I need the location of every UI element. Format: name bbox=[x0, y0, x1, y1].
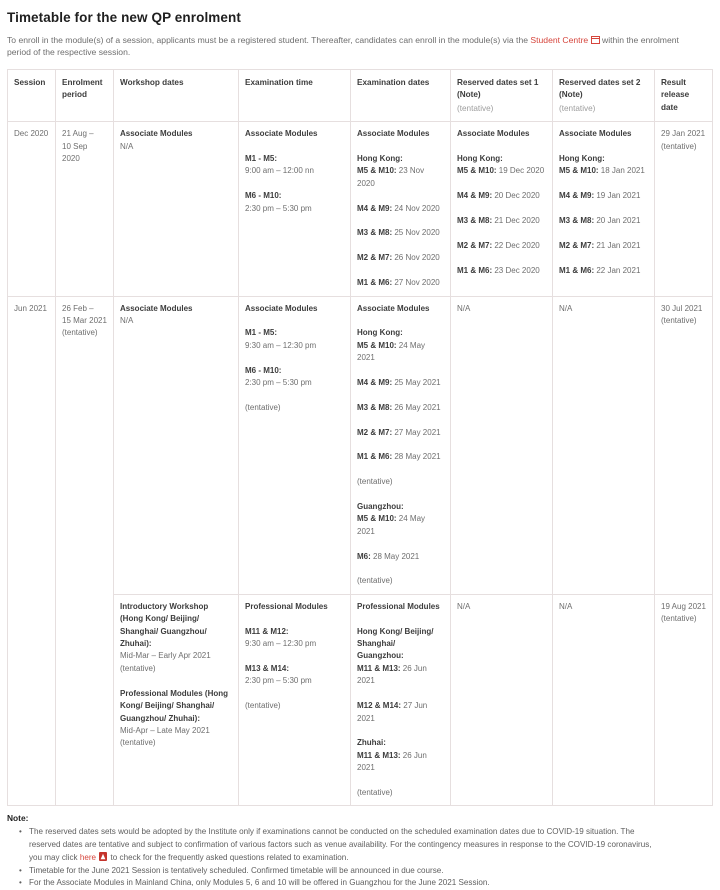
cell-label: M3 & M8: bbox=[357, 402, 393, 412]
cell-examination-dates bbox=[351, 594, 451, 806]
cell-label: M1 & M6: bbox=[357, 452, 393, 462]
enrolment-timetable bbox=[7, 69, 713, 806]
note-item bbox=[19, 877, 712, 890]
cell-value: 2:30 pm – 5:30 pm bbox=[245, 203, 312, 213]
cell-reserved-dates-set-1 bbox=[451, 594, 553, 806]
note-line bbox=[29, 877, 712, 890]
cell-result-release-date bbox=[655, 122, 713, 296]
cell-examination-dates bbox=[351, 122, 451, 296]
cell-label: M2 & M7: bbox=[357, 253, 393, 263]
note-text: you may click bbox=[29, 852, 80, 862]
note-line bbox=[29, 852, 712, 865]
cell-label: M5 & M10: bbox=[357, 340, 397, 350]
note-line bbox=[29, 826, 712, 839]
cell-label: M2 & M7: bbox=[457, 240, 493, 250]
table-row bbox=[8, 296, 713, 594]
cell-value: 25 Nov 2020 bbox=[392, 228, 440, 238]
note-list bbox=[7, 826, 712, 890]
cell-value: (tentative) bbox=[661, 141, 697, 151]
column-header-session bbox=[8, 70, 56, 122]
cell-value: 20 Dec 2020 bbox=[492, 191, 540, 201]
cell-value: (tentative) bbox=[661, 614, 697, 624]
cell-session bbox=[8, 122, 56, 296]
cell-value: N/A bbox=[559, 303, 573, 313]
cell-value: 24 May 2021 bbox=[357, 514, 426, 536]
cell-result-release-date bbox=[655, 296, 713, 594]
cell-reserved-dates-set-2 bbox=[553, 594, 655, 806]
cell-label: M11 & M13: bbox=[357, 663, 401, 673]
cell-value: 21 Jan 2021 bbox=[594, 240, 641, 250]
cell-label: M4 & M9: bbox=[357, 377, 393, 387]
student-centre-link[interactable]: Student Centre bbox=[530, 35, 589, 45]
cell-label: M1 & M6: bbox=[457, 265, 493, 275]
intro-text-before-link: To enroll in the module(s) of a session, applicants must be a registered student. Thereafter, candidates can enroll in the module(s) via the bbox=[7, 35, 531, 45]
table-row bbox=[8, 122, 713, 296]
cell-label: M1 & M6: bbox=[357, 278, 393, 288]
cell-label: Associate Modules bbox=[245, 129, 318, 139]
cell-value: 19 Dec 2020 bbox=[496, 166, 545, 176]
cell-enrolment-period bbox=[56, 296, 114, 806]
column-header-label: Examination dates bbox=[357, 78, 430, 87]
cell-value: (tentative) bbox=[357, 477, 393, 487]
note-item bbox=[19, 865, 712, 878]
column-header-result-release-date bbox=[655, 70, 713, 122]
cell-value: 9:30 am – 12:30 pm bbox=[245, 340, 317, 350]
table-row bbox=[8, 594, 713, 806]
cell-workshop-dates bbox=[114, 122, 239, 296]
cell-value: (tentative) bbox=[245, 402, 281, 412]
cell-label: M3 & M8: bbox=[357, 228, 393, 238]
cell-value: 2:30 pm – 5:30 pm bbox=[245, 377, 312, 387]
table-header bbox=[8, 70, 713, 122]
cell-label: M3 & M8: bbox=[457, 216, 493, 226]
cell-value: 27 Jun 2021 bbox=[357, 701, 428, 723]
cell-value: 25 May 2021 bbox=[392, 377, 441, 387]
cell-label: Hong Kong/ Beijing/ Shanghai/ Guangzhou: bbox=[357, 626, 434, 661]
cell-label: Hong Kong: bbox=[357, 328, 403, 338]
cell-label: M1 - M5: bbox=[245, 154, 277, 164]
cell-value: 23 Nov 2020 bbox=[357, 166, 425, 188]
cell-label: M4 & M9: bbox=[559, 191, 595, 201]
cell-label: M11 & M12: bbox=[245, 626, 289, 636]
external-window-icon[interactable] bbox=[591, 36, 600, 44]
note-text: to check for the frequently asked questions related to examination. bbox=[108, 852, 349, 862]
cell-value: 27 Nov 2020 bbox=[392, 278, 440, 288]
cell-value: N/A bbox=[457, 303, 471, 313]
cell-examination-dates bbox=[351, 296, 451, 594]
column-header-workshop-dates bbox=[114, 70, 239, 122]
cell-label: Professional Modules bbox=[357, 601, 440, 611]
cell-label: M2 & M7: bbox=[357, 427, 393, 437]
note-text: reserved dates are tentative and subject to confirmation of various factors such as venue availability. For the contingency measures in response to the COVID-19 coronavirus, bbox=[29, 839, 652, 849]
cell-value: N/A bbox=[559, 601, 573, 611]
cell-label: M1 - M5: bbox=[245, 328, 277, 338]
note-text: For the Associate Modules in Mainland China, only Modules 5, 6 and 10 will be offered in Guangzhou for the June 2021 Session. bbox=[29, 878, 490, 888]
cell-value: Dec 2020 bbox=[14, 129, 49, 139]
intro-text-after-link: within the enrolment bbox=[599, 35, 679, 45]
cell-workshop-dates bbox=[114, 296, 239, 594]
cell-value: (tentative) bbox=[120, 738, 156, 748]
cell-workshop-dates bbox=[114, 594, 239, 806]
cell-value: (tentative) bbox=[62, 328, 98, 338]
pdf-icon[interactable] bbox=[99, 852, 107, 861]
note-heading: Note: bbox=[7, 813, 29, 824]
intro-paragraph bbox=[7, 35, 712, 58]
cell-value: N/A bbox=[120, 141, 134, 151]
column-header-examination-dates bbox=[351, 70, 451, 122]
cell-value: (tentative) bbox=[120, 663, 156, 673]
note-line bbox=[29, 839, 712, 852]
column-header-reserved-dates-set-2 bbox=[553, 70, 655, 122]
cell-value: 24 May 2021 bbox=[357, 340, 426, 363]
cell-label: Associate Modules bbox=[559, 129, 632, 139]
cell-examination-time bbox=[239, 296, 351, 594]
cell-label: Hong Kong: bbox=[457, 154, 503, 164]
cell-value: 30 Jul 2021 bbox=[661, 303, 703, 313]
cell-label: M11 & M13: bbox=[357, 750, 401, 760]
cell-label: M4 & M9: bbox=[357, 203, 393, 213]
cell-value: 26 Nov 2020 bbox=[392, 253, 440, 263]
cell-label: M5 & M10: bbox=[357, 514, 397, 524]
column-header-label: Session bbox=[14, 78, 46, 87]
note-text: The reserved dates sets would be adopted by the Institute only if examinations cannot be conducted on the scheduled examination dates due to COVID-19 situation. The bbox=[29, 827, 635, 837]
column-header-label: Reserved dates set 2 (Note) bbox=[559, 78, 641, 100]
cell-label: M6: bbox=[357, 551, 371, 561]
cell-label: Hong Kong: bbox=[357, 154, 403, 164]
page-title: Timetable for the new QP enrolment bbox=[7, 10, 241, 25]
cell-label: Associate Modules bbox=[457, 129, 530, 139]
cell-value: 10 Sep 2020 bbox=[62, 141, 88, 164]
faq-here-link[interactable]: here bbox=[79, 852, 97, 862]
cell-value: 21 Aug – bbox=[62, 129, 94, 139]
cell-label: M6 - M10: bbox=[245, 365, 282, 375]
cell-label: M6 - M10: bbox=[245, 191, 282, 201]
column-header-label: Workshop dates bbox=[120, 78, 184, 87]
cell-label: Guangzhou: bbox=[357, 502, 404, 511]
column-header-label: Examination time bbox=[245, 78, 313, 87]
cell-value: 26 Feb – bbox=[62, 303, 94, 313]
cell-examination-time bbox=[239, 594, 351, 806]
cell-label: M4 & M9: bbox=[457, 191, 493, 201]
cell-value: N/A bbox=[120, 315, 134, 325]
cell-value: 22 Dec 2020 bbox=[492, 240, 540, 250]
cell-value: 20 Jan 2021 bbox=[594, 216, 641, 226]
cell-label: M1 & M6: bbox=[559, 265, 595, 275]
cell-label: Zhuhai: bbox=[357, 738, 386, 748]
cell-label: Associate Modules bbox=[120, 129, 193, 139]
cell-label: Professional Modules (Hong Kong/ Beijing/ Shanghai/ Guangzhou/ Zhuhai): bbox=[120, 688, 229, 723]
cell-value: 29 Jan 2021 bbox=[661, 129, 706, 139]
cell-enrolment-period bbox=[56, 122, 114, 296]
table-header-row bbox=[8, 70, 713, 122]
cell-label: M5 & M10: bbox=[559, 166, 599, 176]
cell-label: Associate Modules bbox=[120, 303, 193, 313]
cell-reserved-dates-set-1 bbox=[451, 122, 553, 296]
cell-label: Associate Modules bbox=[245, 303, 318, 313]
cell-value: (tentative) bbox=[661, 315, 697, 325]
cell-value: 15 Mar 2021 bbox=[62, 315, 107, 325]
column-header-label: Reserved dates set 1 (Note) bbox=[457, 78, 539, 100]
column-header-label: Result release date bbox=[661, 78, 690, 112]
cell-value: 28 May 2021 bbox=[392, 452, 441, 462]
cell-value: 22 Jan 2021 bbox=[594, 265, 641, 275]
cell-value: 23 Dec 2020 bbox=[492, 265, 540, 275]
cell-value: (tentative) bbox=[245, 701, 281, 711]
cell-value: 26 May 2021 bbox=[392, 402, 441, 412]
intro-line-2: period of the respective session. bbox=[7, 46, 131, 57]
note-text: Timetable for the June 2021 Session is tentatively scheduled. Confirmed timetable will be announced in due course. bbox=[29, 865, 444, 875]
cell-value: (tentative) bbox=[357, 787, 393, 797]
cell-value: 18 Jan 2021 bbox=[598, 166, 645, 176]
cell-value: 26 Jun 2021 bbox=[357, 750, 427, 773]
cell-examination-time bbox=[239, 122, 351, 296]
cell-label: M5 & M10: bbox=[457, 166, 497, 176]
cell-value: N/A bbox=[457, 601, 471, 611]
cell-label: Professional Modules bbox=[245, 601, 328, 611]
cell-label: M12 & M14: bbox=[357, 701, 402, 711]
column-header-label: Enrolment period bbox=[62, 78, 103, 100]
cell-label: Associate Modules bbox=[357, 129, 430, 139]
cell-value: Mid-Apr – Late May 2021 bbox=[120, 725, 210, 735]
cell-value: 28 May 2021 bbox=[370, 551, 420, 561]
cell-reserved-dates-set-1 bbox=[451, 296, 553, 594]
cell-value: 19 Jan 2021 bbox=[594, 191, 641, 201]
cell-value: 9:00 am – 12:00 nn bbox=[245, 166, 314, 176]
column-header-reserved-dates-set-1 bbox=[451, 70, 553, 122]
column-header-enrolment-period bbox=[56, 70, 114, 122]
cell-reserved-dates-set-2 bbox=[553, 122, 655, 296]
cell-session bbox=[8, 296, 56, 806]
cell-value: 19 Aug 2021 bbox=[661, 601, 706, 611]
cell-label: M5 & M10: bbox=[357, 166, 397, 176]
cell-value: 26 Jun 2021 bbox=[357, 663, 427, 686]
cell-value: Mid-Mar – Early Apr 2021 bbox=[120, 651, 211, 661]
cell-value: (tentative) bbox=[357, 576, 393, 586]
cell-label: M2 & M7: bbox=[559, 240, 595, 250]
cell-label: M3 & M8: bbox=[559, 216, 595, 226]
column-header-sub: (tentative) bbox=[559, 103, 596, 113]
cell-value: 9:30 am – 12:30 pm bbox=[245, 639, 317, 649]
cell-label: Hong Kong: bbox=[559, 154, 605, 164]
cell-value: 24 Nov 2020 bbox=[392, 203, 440, 213]
cell-label: Associate Modules bbox=[357, 303, 430, 313]
column-header-sub: (tentative) bbox=[457, 103, 494, 113]
cell-value: 2:30 pm – 5:30 pm bbox=[245, 676, 312, 686]
cell-result-release-date bbox=[655, 594, 713, 806]
cell-value: Jun 2021 bbox=[14, 303, 47, 313]
cell-value: 27 May 2021 bbox=[392, 427, 441, 437]
column-header-examination-time bbox=[239, 70, 351, 122]
cell-label: M13 & M14: bbox=[245, 663, 290, 673]
note-line bbox=[29, 865, 712, 878]
note-item bbox=[19, 826, 712, 864]
cell-value: 21 Dec 2020 bbox=[492, 216, 540, 226]
note-section bbox=[7, 812, 712, 890]
cell-reserved-dates-set-2 bbox=[553, 296, 655, 594]
cell-label: Introductory Workshop (Hong Kong/ Beijing/ Shanghai/ Guangzhou/ Zhuhai): bbox=[120, 601, 209, 649]
